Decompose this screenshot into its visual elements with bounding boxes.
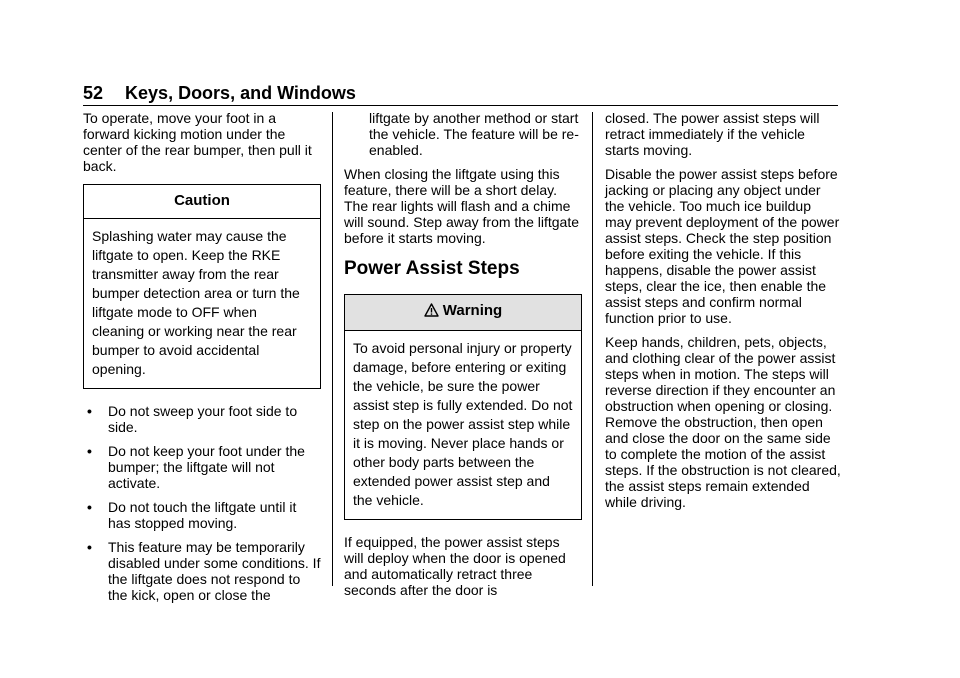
caution-title: Caution — [84, 185, 320, 219]
warning-title: Warning — [442, 302, 503, 319]
page-number: 52 — [83, 83, 104, 103]
retract-paragraph: closed. The power assist steps will retract immediately if the vehicle starts moving. — [605, 110, 820, 158]
bullet-marker: • — [87, 403, 92, 419]
bullet-marker: • — [87, 539, 92, 555]
warning-body: To avoid personal injury or property damage, before entering or exiting the vehicle, be sure the power assist step is fully extended. Do not step on the power assist step while it is moving. Never place hands or other body parts between the extended power assist step and the vehicle. — [353, 340, 573, 508]
intro-paragraph: To operate, move your foot in a forward kicking motion under the center of the rear bumper, then pull it back. — [83, 110, 312, 174]
tips-list — [83, 403, 321, 603]
warning-box — [344, 294, 582, 520]
column-1 — [83, 110, 321, 611]
page-header — [83, 82, 838, 106]
column-divider — [592, 112, 593, 586]
bullet-marker: • — [87, 499, 92, 515]
list-item: • Do not touch the liftgate until it has stopped moving. — [87, 499, 297, 531]
warning-triangle-icon — [424, 303, 439, 321]
deploy-paragraph: If equipped, the power assist steps will deploy when the door is opened and automatically retract three seconds after the door is — [344, 534, 566, 598]
warning-header — [345, 295, 581, 331]
section-title: Power Assist Steps — [344, 258, 520, 279]
list-item: • Do not keep your foot under the bumper; the liftgate will not activate. — [87, 443, 305, 491]
closing-paragraph: When closing the liftgate using this feature, there will be a short delay. The rear lights will flash and a chime will sound. Step away from the liftgate before it starts moving. — [344, 166, 580, 246]
caution-box — [83, 184, 321, 389]
column-divider — [332, 112, 333, 586]
column-2 — [344, 110, 582, 606]
bullet-marker: • — [87, 443, 92, 459]
column-3 — [605, 110, 841, 518]
caution-body: Splashing water may cause the liftgate to open. Keep the RKE transmitter away from the rear bumper detection area or turn the liftgate mode to OFF when cleaning or working near the rear bumper to avoid accidental opening. — [92, 228, 300, 377]
list-item: • Do not sweep your foot side to side. — [87, 403, 298, 435]
list-item: • This feature may be temporarily disabled under some conditions. If the liftgate does not respond to the kick, open or close the — [87, 539, 321, 603]
safety-paragraph: Keep hands, children, pets, objects, and clothing clear of the power assist steps when in motion. The steps will reverse direction if they encounter an obstruction when opening or closing. Remove the obstruction, then open and close the door on the same side to complete the motion of the assist steps. If the obstruction is not cleared, the assist steps remain extended while driving. — [605, 334, 841, 510]
bullet-continuation: liftgate by another method or start the vehicle. The feature will be re-enabled. — [369, 110, 579, 158]
chapter-title: Keys, Doors, and Windows — [125, 83, 356, 103]
disable-paragraph: Disable the power assist steps before jacking or placing any object under the vehicle. Too much ice buildup may prevent deployment of the power assist steps. Check the step position before exiting the vehicle. If this happens, disable the power assist steps, clear the ice, then enable the assist steps and confirm normal function prior to use. — [605, 166, 840, 326]
